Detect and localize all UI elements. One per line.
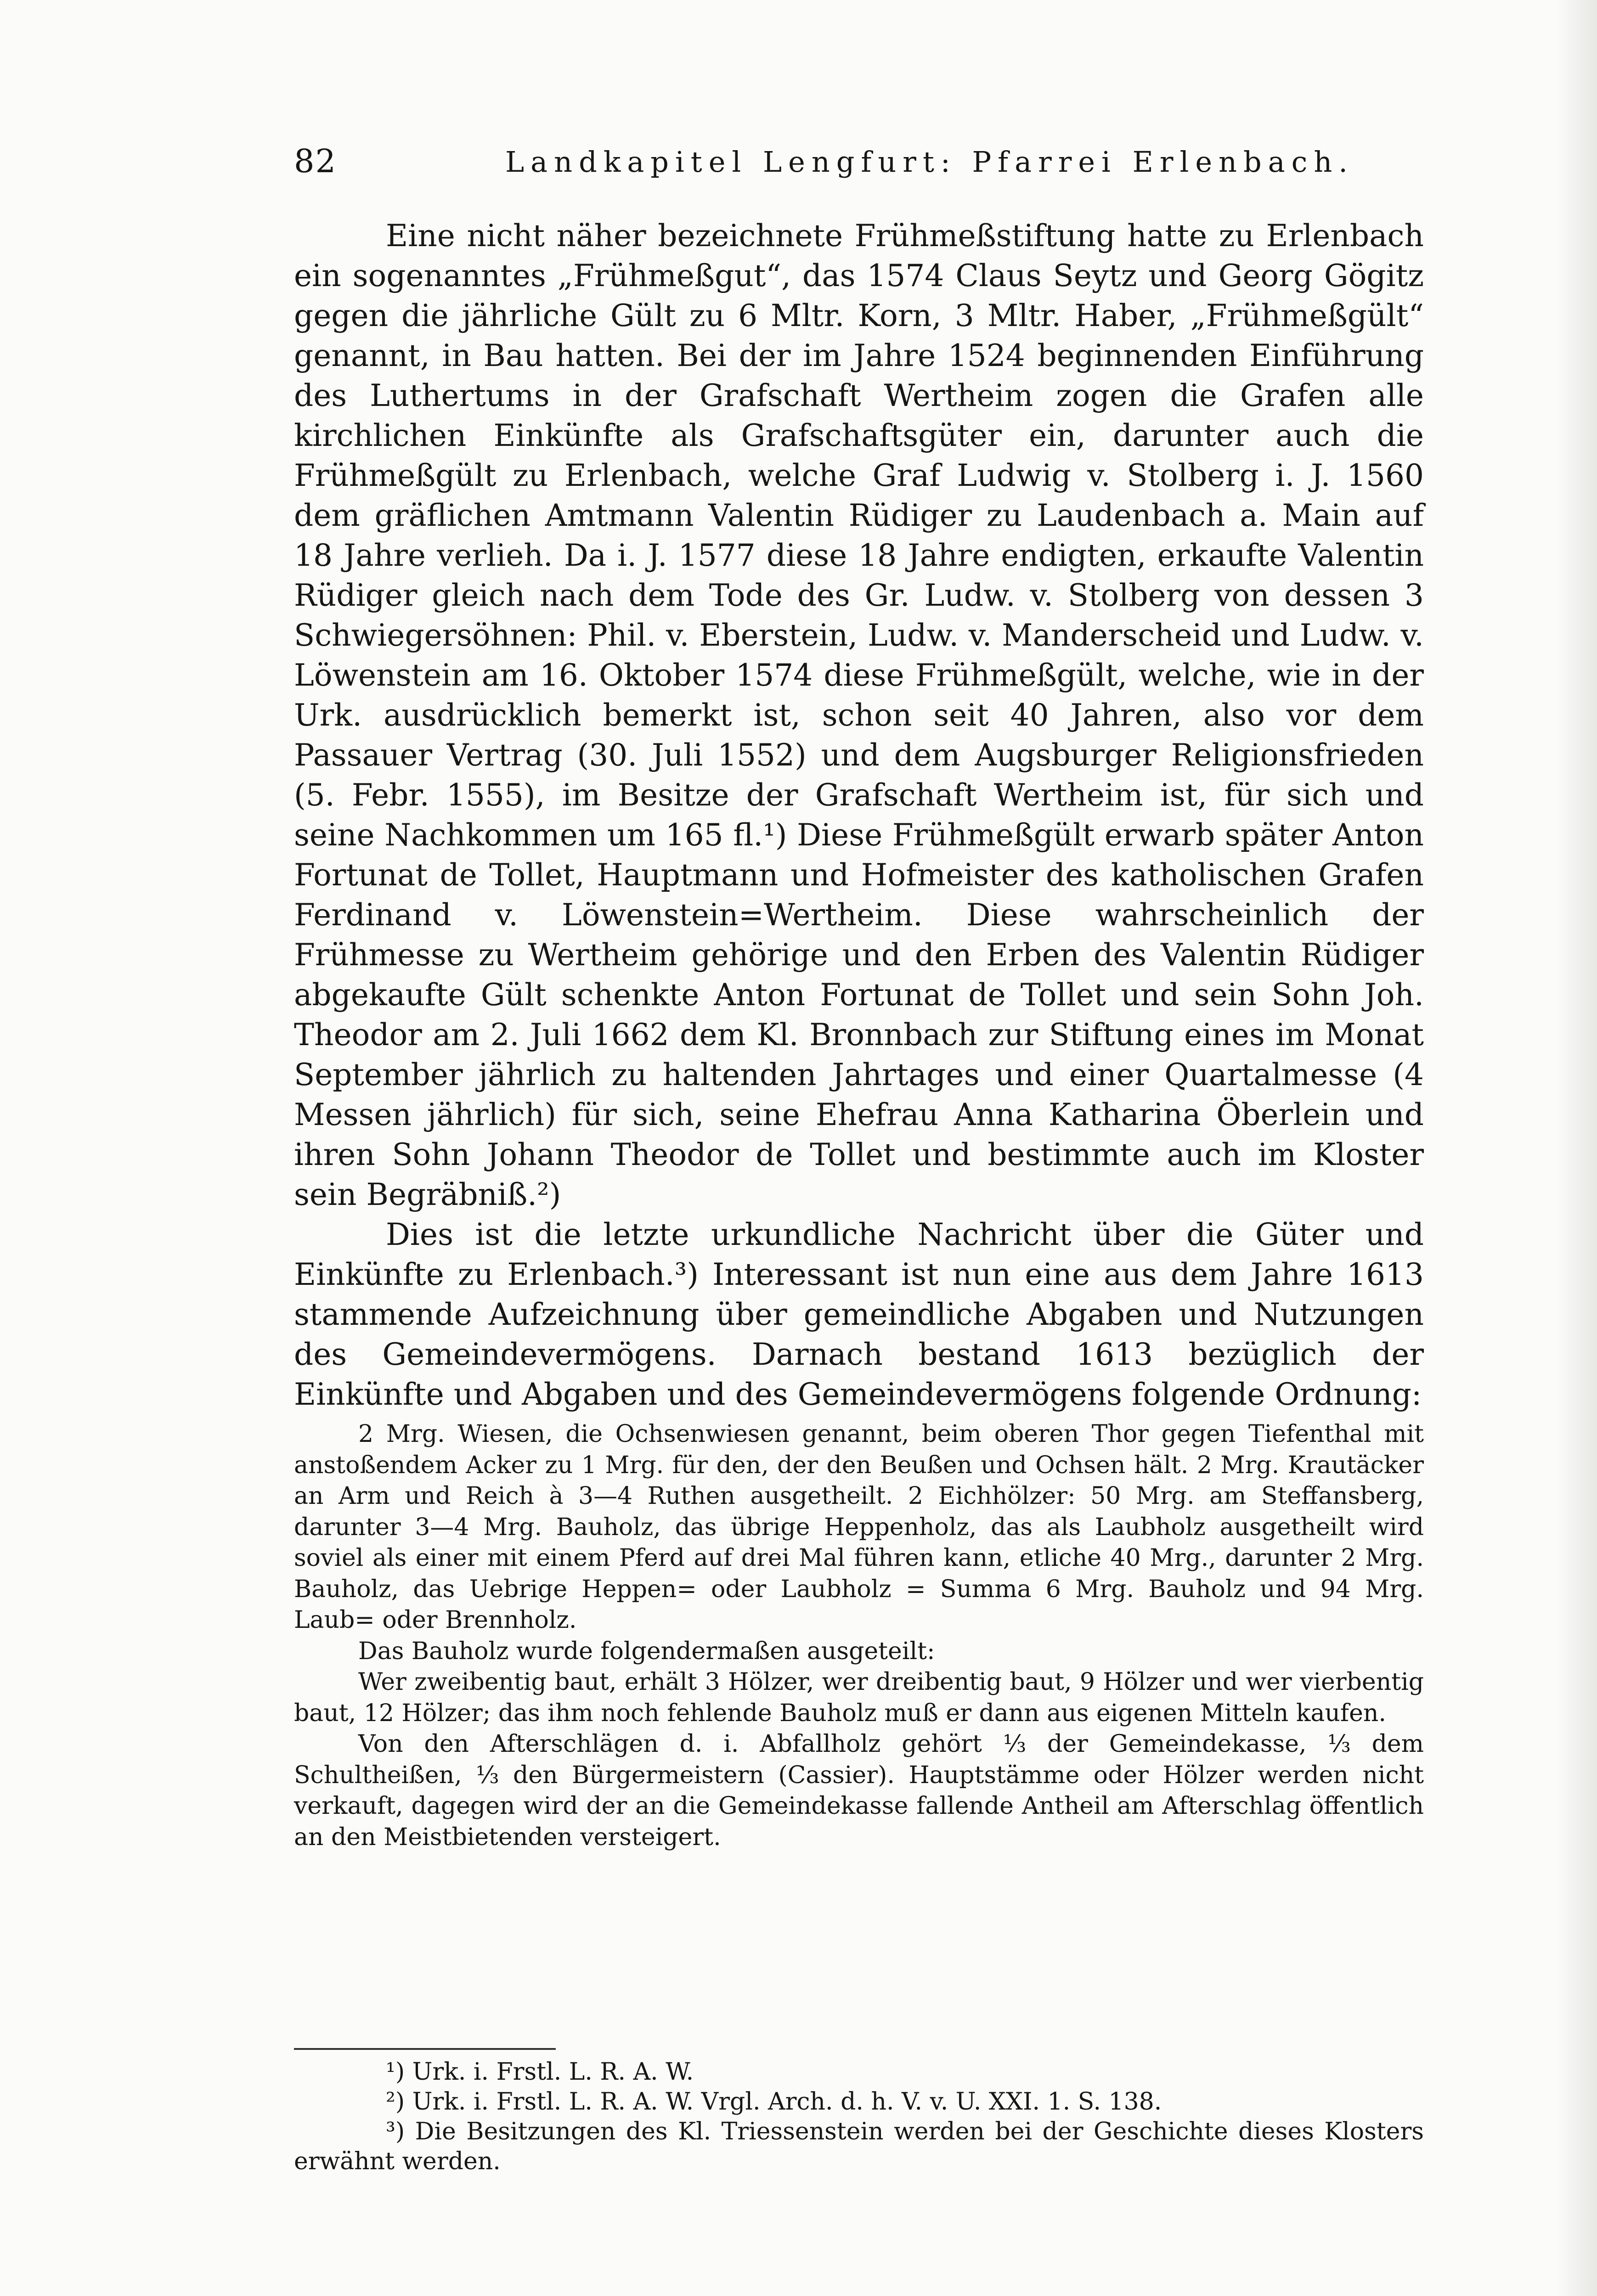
page-edge-shadow — [1556, 0, 1597, 2296]
record-1613 — [294, 1419, 1424, 1853]
page-header — [294, 142, 1438, 193]
small-paragraph-wiesen: 2 Mrg. Wiesen, die Ochsenwiesen genannt, beim oberen Thor gegen Tiefenthal mit anstoßendem Acker zu 1 Mrg. für den, der den Beußen und Ochsen hält. 2 Mrg. Krautäcker an Arm und Reich à 3—4 Ruthen ausgetheilt. 2 Eichhölzer: 50 Mrg. am Steffansberg, darunter 3—4 Mrg. Bauholz, das übrige Heppenholz, das als Laubholz ausgetheilt wird soviel als einer mit einem Pferd auf drei Mal führen kann, etliche 40 Mrg., darunter 2 Mrg. Bauholz, das Uebrige Heppen= oder Laubholz = Summa 6 Mrg. Bauholz und 94 Mrg. Laub= oder Brennholz. — [294, 1420, 1424, 1634]
footnote-1: ¹) Urk. i. Frstl. L. R. A. W. — [386, 2058, 694, 2086]
page-number: 82 — [294, 142, 337, 180]
running-head: Landkapitel Lengfurt: Pfarrei Erlenbach. — [505, 145, 1354, 179]
small-paragraph-bauholz-intro: Das Bauholz wurde folgendermaßen ausgeteilt: — [358, 1637, 935, 1665]
footnote-3: ³) Die Besitzungen des Kl. Triessenstein werden bei der Geschichte dieses Klosters erwähnt werden. — [294, 2118, 1424, 2175]
paragraph-fruhmess: Eine nicht näher bezeichnete Frühmeßstiftung hatte zu Erlenbach ein sogenanntes „Frühmeßgut“, das 1574 Claus Seytz und Georg Gögitz gegen die jährliche Gült zu 6 Mltr. Korn, 3 Mltr. Haber, „Frühmeßgült“ genannt, in Bau hatten. Bei der im Jahre 1524 beginnenden Einführung des Luthertums in der Grafschaft Wertheim zogen die Grafen alle kirchlichen Einkünfte als Grafschaftsgüter ein, darunter auch die Frühmeßgült zu Erlenbach, welche Graf Ludwig v. Stolberg i. J. 1560 dem gräflichen Amtmann Valentin Rüdiger zu Laudenbach a. Main auf 18 Jahre verlieh. Da i. J. 1577 diese 18 Jahre endigten, erkaufte Valentin Rüdiger gleich nach dem Tode des Gr. Ludw. v. Stolberg von dessen 3 Schwiegersöhnen: Phil. v. Eberstein, Ludw. v. Manderscheid und Ludw. v. Löwenstein am 16. Oktober 1574 diese Frühmeßgült, welche, wie in der Urk. ausdrücklich bemerkt ist, schon seit 40 Jahren, also vor dem Passauer Vertrag (30. Juli 1552) und dem Augsburger Religionsfrieden (5. Febr. 1555), im Besitze der Grafschaft Wertheim ist, für sich und seine Nachkommen um 165 fl.¹) Diese Frühmeßgült erwarb später Anton Fortunat de Tollet, Hauptmann und Hofmeister des katholischen Grafen Ferdinand v. Löwenstein=Wertheim. Diese wahrscheinlich der Frühmesse zu Wertheim gehörige und den Erben des Valentin Rüdiger abgekaufte Gült schenkte Anton Fortunat de Tollet und sein Sohn Joh. Theodor am 2. Juli 1662 dem Kl. Bronnbach zur Stiftung eines im Monat September jährlich zu haltenden Jahrtages und einer Quartalmesse (4 Messen jährlich) für sich, seine Ehefrau Anna Katharina Öberlein und ihren Sohn Johann Theodor de Tollet und bestimmte auch im Kloster sein Begräbniß.²) — [294, 218, 1424, 1212]
footnotes — [294, 2057, 1424, 2177]
small-paragraph-bauholz-rules: Wer zweibentig baut, erhält 3 Hölzer, wer dreibentig baut, 9 Hölzer und wer vierbentig baut, 12 Hölzer; das ihm noch fehlende Bauholz muß er dann aus eigenen Mitteln kaufen. — [294, 1668, 1424, 1727]
paragraph-urkundliche-nachricht: Dies ist die letzte urkundliche Nachricht über die Güter und Einkünfte zu Erlenbach.³) Interessant ist nun eine aus dem Jahre 1613 stammende Aufzeichnung über gemeindliche Abgaben und Nutzungen des Gemeindevermögens. Darnach bestand 1613 bezüglich der Einkünfte und Abgaben und des Gemeindevermögens folgende Ordnung: — [294, 1217, 1424, 1412]
main-text — [294, 216, 1424, 1414]
body-text — [294, 216, 1424, 1853]
footnote-2: ²) Urk. i. Frstl. L. R. A. W. Vrgl. Arch. d. h. V. v. U. XXI. 1. S. 138. — [386, 2088, 1162, 2116]
small-paragraph-afterschlaege: Von den Afterschlägen d. i. Abfallholz gehört ⅓ der Gemeindekasse, ⅓ dem Schultheißen, ⅓ den Bürgermeistern (Cassier). Hauptstämme oder Hölzer werden nicht verkauft, dagegen wird der an die Gemeindekasse fallende Antheil am Afterschlag öffentlich an den Meistbietenden versteigert. — [294, 1730, 1424, 1851]
footnote-divider — [294, 2048, 556, 2050]
